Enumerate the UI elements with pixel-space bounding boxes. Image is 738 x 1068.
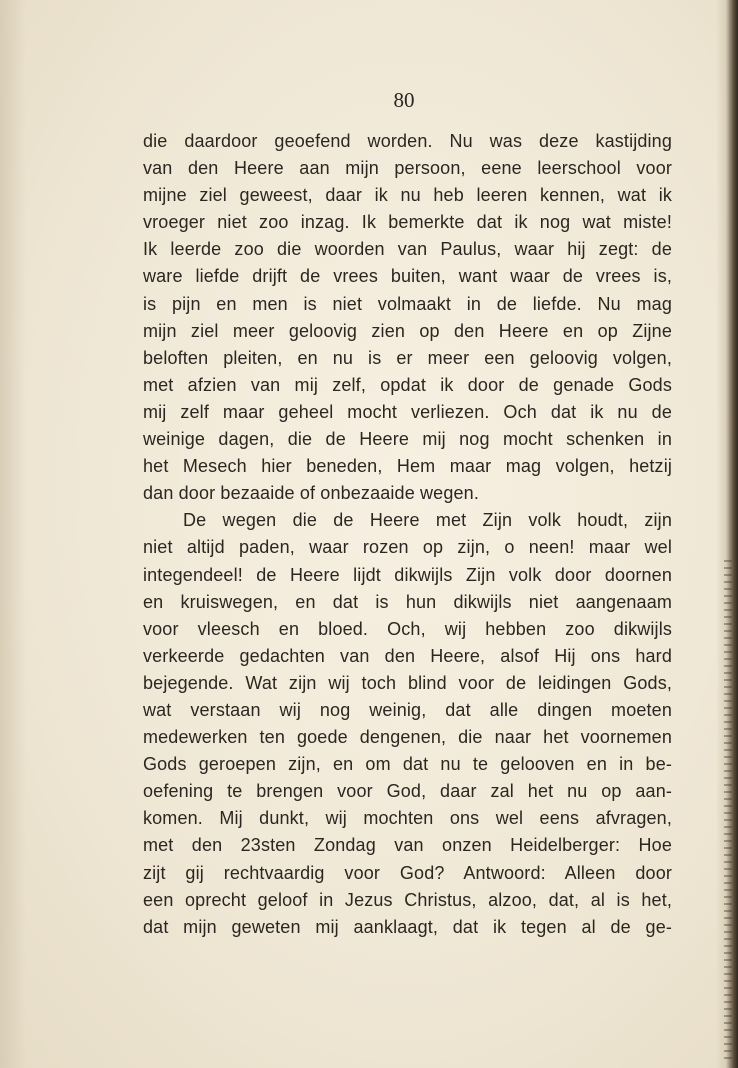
text-line: weinige dagen, die de Heere mij nog mocht schenken in: [143, 429, 672, 450]
text-line: met afzien van mij zelf, opdat ik door de genade Gods: [143, 374, 672, 395]
text-line: het Mesech hier beneden, Hem maar mag volgen, hetzij: [143, 456, 672, 477]
text-line: niet altijd paden, waar rozen op zijn, o neen! maar wel: [143, 537, 672, 558]
text-line: mijne ziel geweest, daar ik nu heb leeren kennen, wat ik: [143, 185, 672, 206]
text-line: vroeger niet zoo inzag. Ik bemerkte dat ik nog wat miste!: [143, 212, 672, 233]
page-left-shadow: [0, 0, 26, 1068]
text-line: Gods geroepen zijn, en om dat nu te gelooven en in be-: [143, 754, 672, 775]
page-edge-speckle: [724, 560, 732, 1060]
paragraph-2: [143, 507, 672, 941]
text-line: en kruiswegen, en dat is hun dikwijls niet aangenaam: [143, 591, 672, 612]
text-line: komen. Mij dunkt, wij mochten ons wel eens afvragen,: [143, 808, 672, 829]
text-line: integendeel! de Heere lijdt dikwijls Zijn volk door doornen: [143, 564, 672, 585]
text-line: voor vleesch en bloed. Och, wij hebben zoo dikwijls: [143, 618, 672, 639]
text-line: dat mijn geweten mij aanklaagt, dat ik tegen al de ge-: [143, 916, 672, 937]
text-line: met den 23sten Zondag van onzen Heidelberger: Hoe: [143, 835, 672, 856]
text-line: ware liefde drijft de vrees buiten, want waar de vrees is,: [143, 266, 672, 287]
text-line: mijn ziel meer geloovig zien op den Heere en op Zijne: [143, 320, 672, 341]
paragraph-1: [143, 128, 672, 507]
text-line: oefening te brengen voor God, daar zal het nu op aan-: [143, 781, 672, 802]
text-line: zijt gij rechtvaardig voor God? Antwoord: Alleen door: [143, 862, 672, 883]
text-line: verkeerde gedachten van den Heere, alsof Hij ons hard: [143, 645, 672, 666]
text-line: medewerken ten goede dengenen, die naar het voornemen: [143, 727, 672, 748]
text-line: mij zelf maar geheel mocht verliezen. Och dat ik nu de: [143, 401, 672, 422]
body-text: [143, 128, 672, 941]
page-number: 80: [393, 88, 415, 112]
text-line: Ik leerde zoo die woorden van Paulus, waar hij zegt: de: [143, 239, 672, 260]
text-line: een oprecht geloof in Jezus Christus, alzoo, dat, al is het,: [143, 889, 672, 910]
text-line: is pijn en men is niet volmaakt in de liefde. Nu mag: [143, 293, 672, 314]
text-line: wat verstaan wij nog weinig, dat alle dingen moeten: [143, 699, 672, 720]
text-line: van den Heere aan mijn persoon, eene leerschool voor: [143, 158, 672, 179]
text-line: dan door bezaaide of onbezaaide wegen.: [143, 483, 479, 504]
text-line: beloften pleiten, en nu is er meer een geloovig volgen,: [143, 347, 672, 368]
text-line: De wegen die de Heere met Zijn volk houdt, zijn: [183, 510, 672, 531]
text-line: bejegende. Wat zijn wij toch blind voor de leidingen Gods,: [143, 672, 672, 693]
text-line: die daardoor geoefend worden. Nu was deze kastijding: [143, 131, 672, 151]
